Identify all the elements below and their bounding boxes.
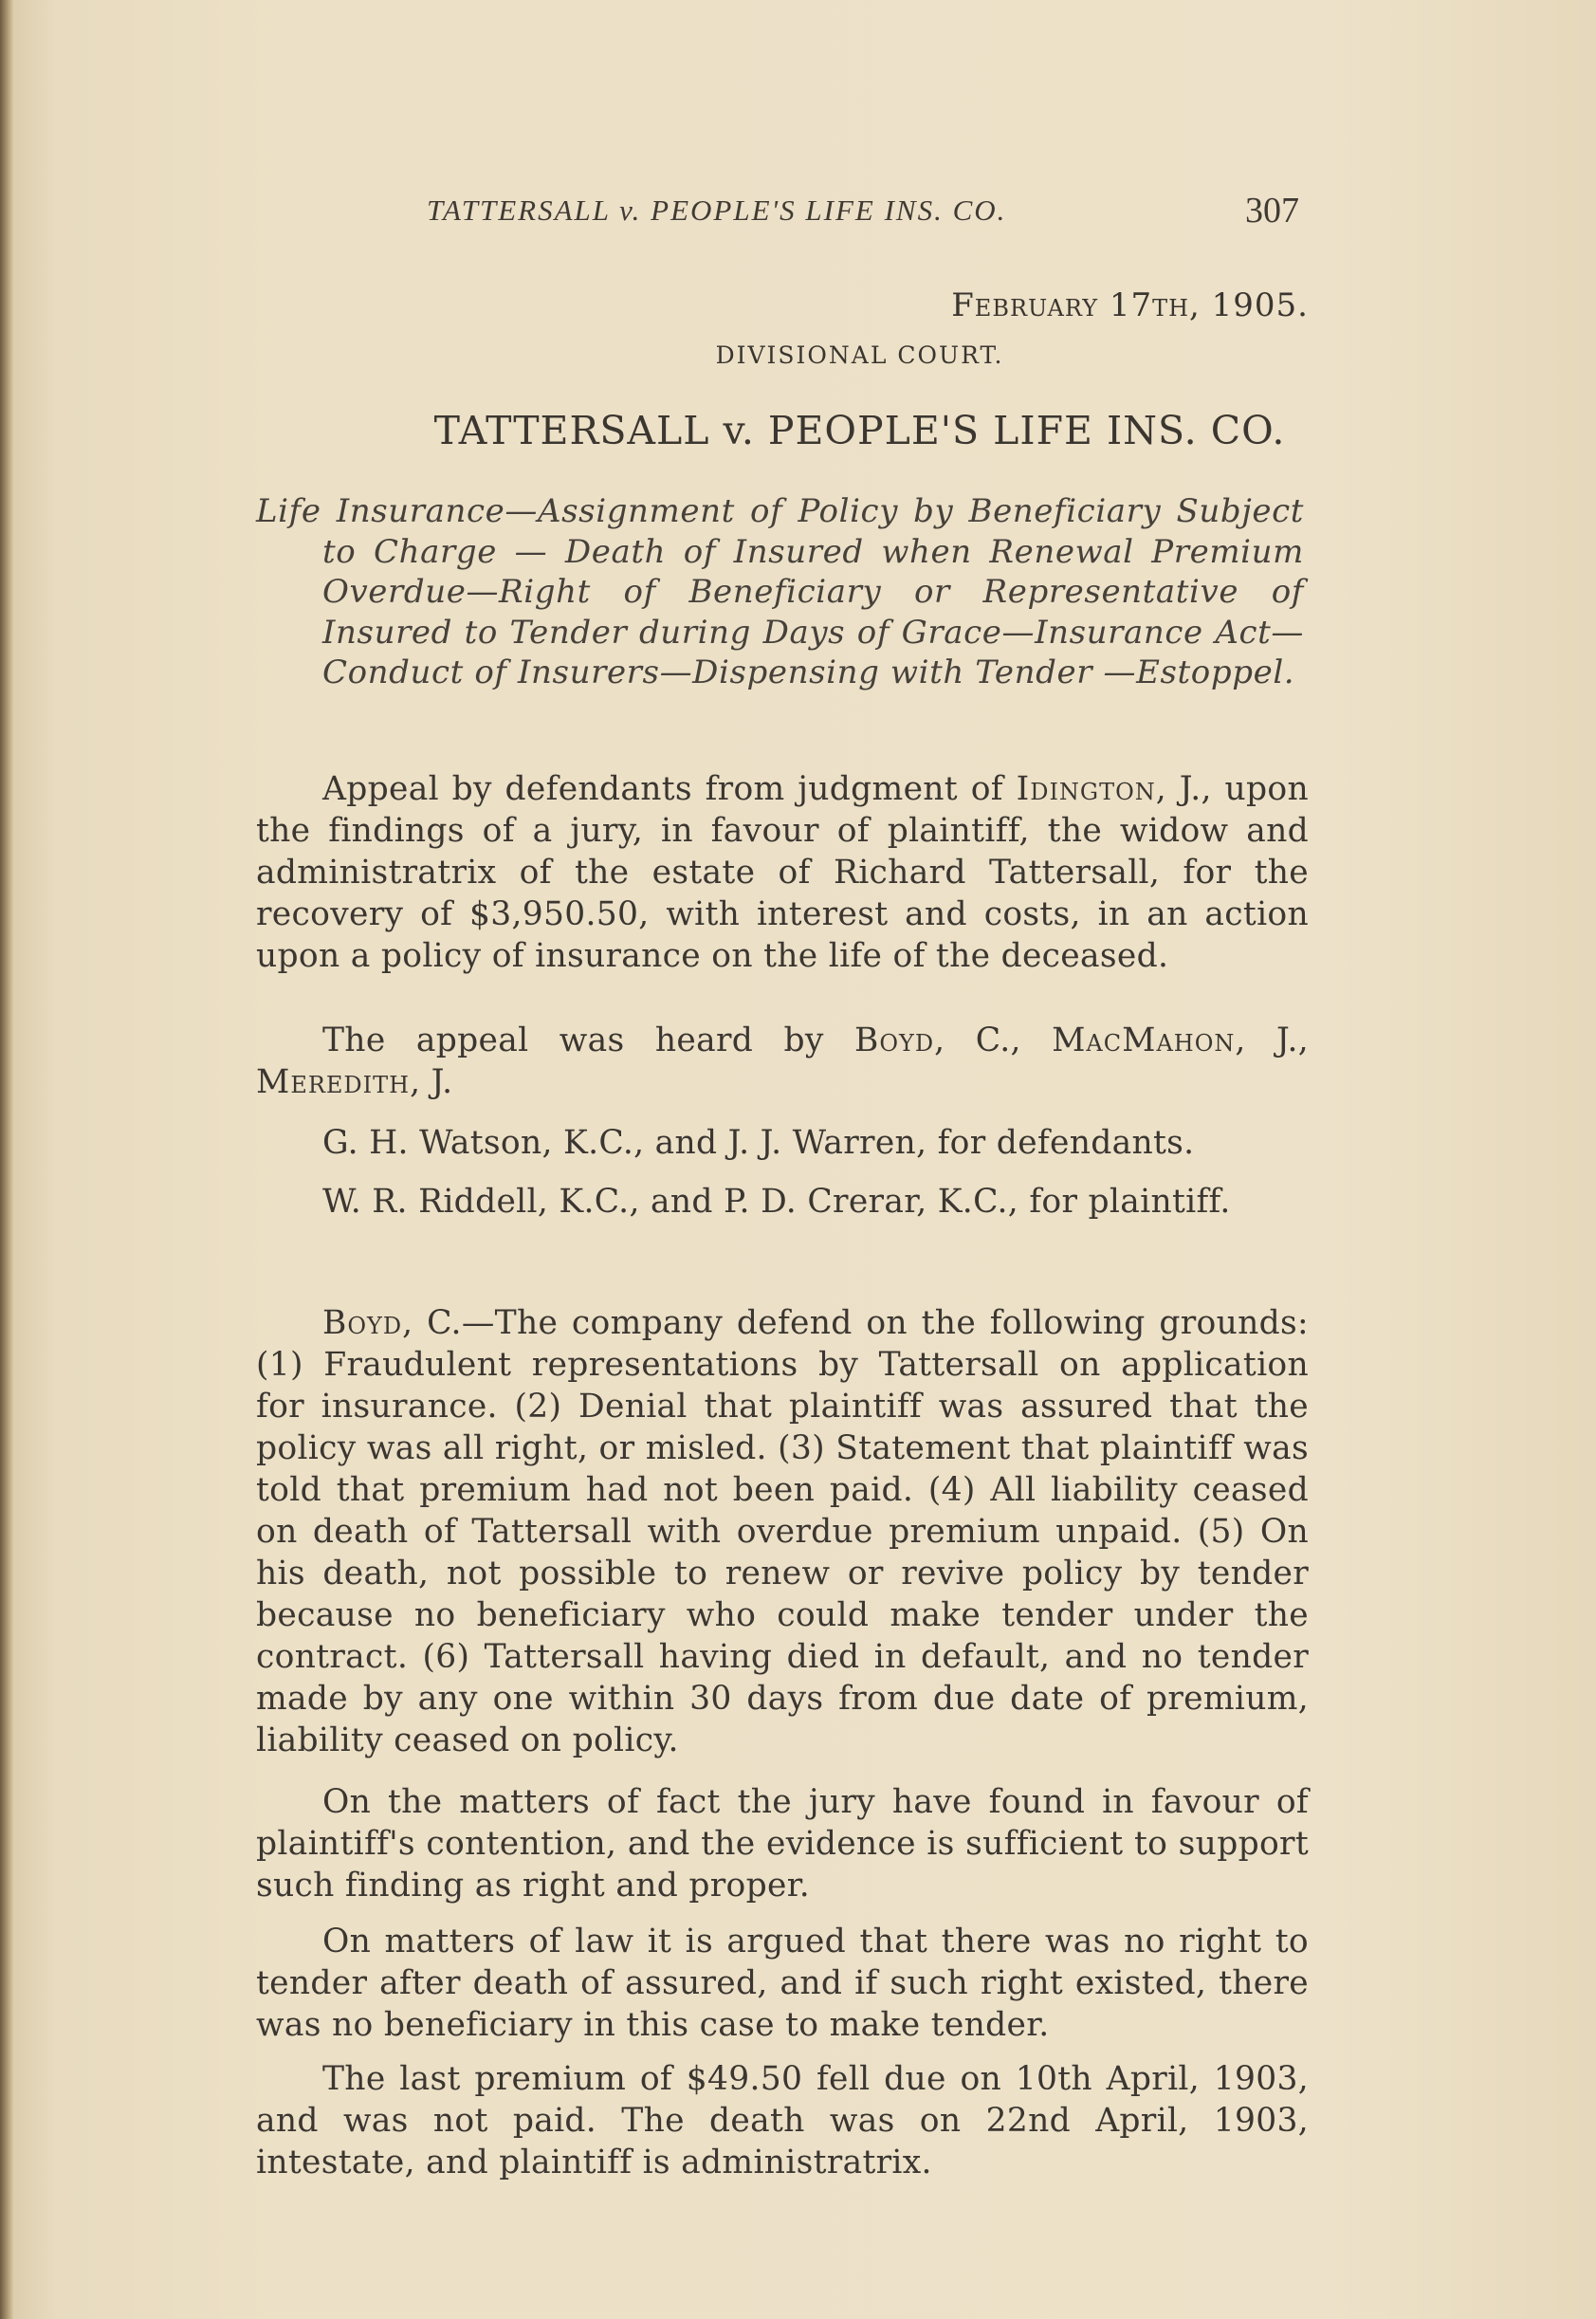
judge-macmahon: MacMahon — [1052, 1021, 1236, 1059]
appeal-text-start: Appeal by defendants from judgment of — [322, 770, 1017, 808]
headnote: Life Insurance—Assignment of Policy by Beneficiary Subject to Charge — Death of Insured when Renewal Premium Overdue—Right of Beneficiary or Representative of Insured to Tender during Days of Grace—Insurance Act—Conduct of Insurers—Dispensing with Tender —Estoppel. — [256, 492, 1304, 691]
judge-boyd: Boyd — [854, 1021, 935, 1059]
counsel-plaintiff: W. R. Riddell, K.C., and P. D. Crerar, K.C., for plaintiff. — [322, 1183, 1231, 1221]
judgment-p1-text: , C.—The company defend on the following grounds: (1) Fraudulent representations by Tattersall on application for insurance. (2) Denial that plaintiff was assured that the policy was all right, or misled. (3) Statement that plaintiff was told that premium had not been paid. (4) All liability ceased on death of Tattersall with overdue premium unpaid. (5) On his death, not possible to renew or revive policy by tender because no beneficiary who could make tender under the contract. (6) Tattersall having died in default, and no tender made by any one within 30 days from due date of premium, liability ceased on policy. — [256, 1304, 1309, 1759]
heard-mid-2: , J., — [1235, 1021, 1309, 1059]
judgment-paragraph-4: The last premium of $49.50 fell due on 10th April, 1903, and was not paid. The death was on 22nd April, 1903, intestate, and plaintiff is administratrix. — [256, 2060, 1309, 2181]
page-number: 307 — [1245, 191, 1299, 230]
judgment-paragraph-1 — [256, 1302, 1309, 1761]
heard-mid-1: , C., — [934, 1021, 1053, 1059]
judgment-paragraph-3: On matters of law it is argued that there was no right to tender after death of assured, and if such right existed, there was no beneficiary in this case to make tender. — [256, 1923, 1309, 2044]
counsel-defendants: G. H. Watson, K.C., and J. J. Warren, for defendants. — [322, 1124, 1195, 1162]
case-title: TATTERSALL v. PEOPLE'S LIFE INS. CO. — [433, 408, 1286, 453]
heard-suffix: , J. — [410, 1063, 453, 1101]
heard-paragraph — [256, 1020, 1309, 1103]
judgment-judge-name: Boyd — [322, 1304, 403, 1342]
running-head-title: TATTERSALL v. PEOPLE'S LIFE INS. CO. — [427, 193, 1007, 227]
court-name: DIVISIONAL COURT. — [715, 341, 1004, 369]
judgment-paragraph-2: On the matters of fact the jury have found in favour of plaintiff's contention, and the evidence is sufficient to support such finding as right and proper. — [256, 1783, 1309, 1905]
decision-date: February 17th, 1905. — [951, 286, 1309, 324]
trial-judge-name: Idington — [1016, 770, 1156, 808]
appeal-paragraph — [256, 768, 1309, 977]
appeal-text-end: , J., upon the findings of a jury, in favour of plaintiff, the widow and administratrix of the estate of Richard Tattersall, for the recovery of $3,950.50, with interest and costs, in an action upon a policy of insurance on the life of the deceased. — [256, 770, 1309, 975]
judge-meredith: Meredith — [256, 1063, 411, 1101]
running-head — [427, 180, 1309, 237]
heard-prefix: The appeal was heard by — [322, 1021, 854, 1059]
